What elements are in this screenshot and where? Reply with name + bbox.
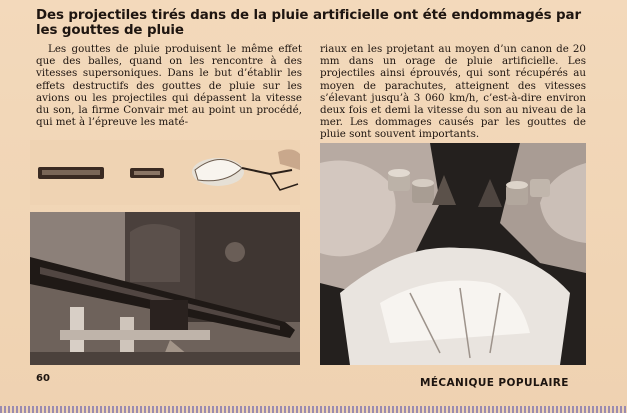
scan-edge (0, 406, 627, 413)
article-column-right: riaux en les projetant au moyen d’un canon de 20 mm dans un orage de pluie artificielle. Les projectiles ainsi éprouvés, qui sont récupérés au moyen de parachutes, atteignent des vitesses s’élevant jusqu’à 3 060 km/h, c’est-à-dire environ deux fois et demi la vitesse du son au niveau de la mer. Les dommages causés par les gouttes de pluie sont souvent importants. (320, 43, 586, 141)
article-headline: Des projectiles tirés dans de la pluie artificielle ont été endommagés par les gouttes de pluie (36, 8, 581, 38)
photo-damaged-projectiles (320, 143, 586, 365)
article-column-left: Les gouttes de pluie produisent le même effet que des balles, quand on les rencontre à des vitesses supersoniques. Dans le but d’établir les effets destructifs des gouttes de pluie sur les avions ou les projectiles qui dépassent la vitesse du son, la firme Convair met au point un procédé, qui met à l’épreuve les maté- (36, 43, 302, 129)
photo-cannon (30, 212, 300, 365)
magazine-name: MÉCANIQUE POPULAIRE (420, 377, 569, 389)
page-number: 60 (36, 373, 50, 384)
photo-projectile-parts (30, 140, 300, 205)
